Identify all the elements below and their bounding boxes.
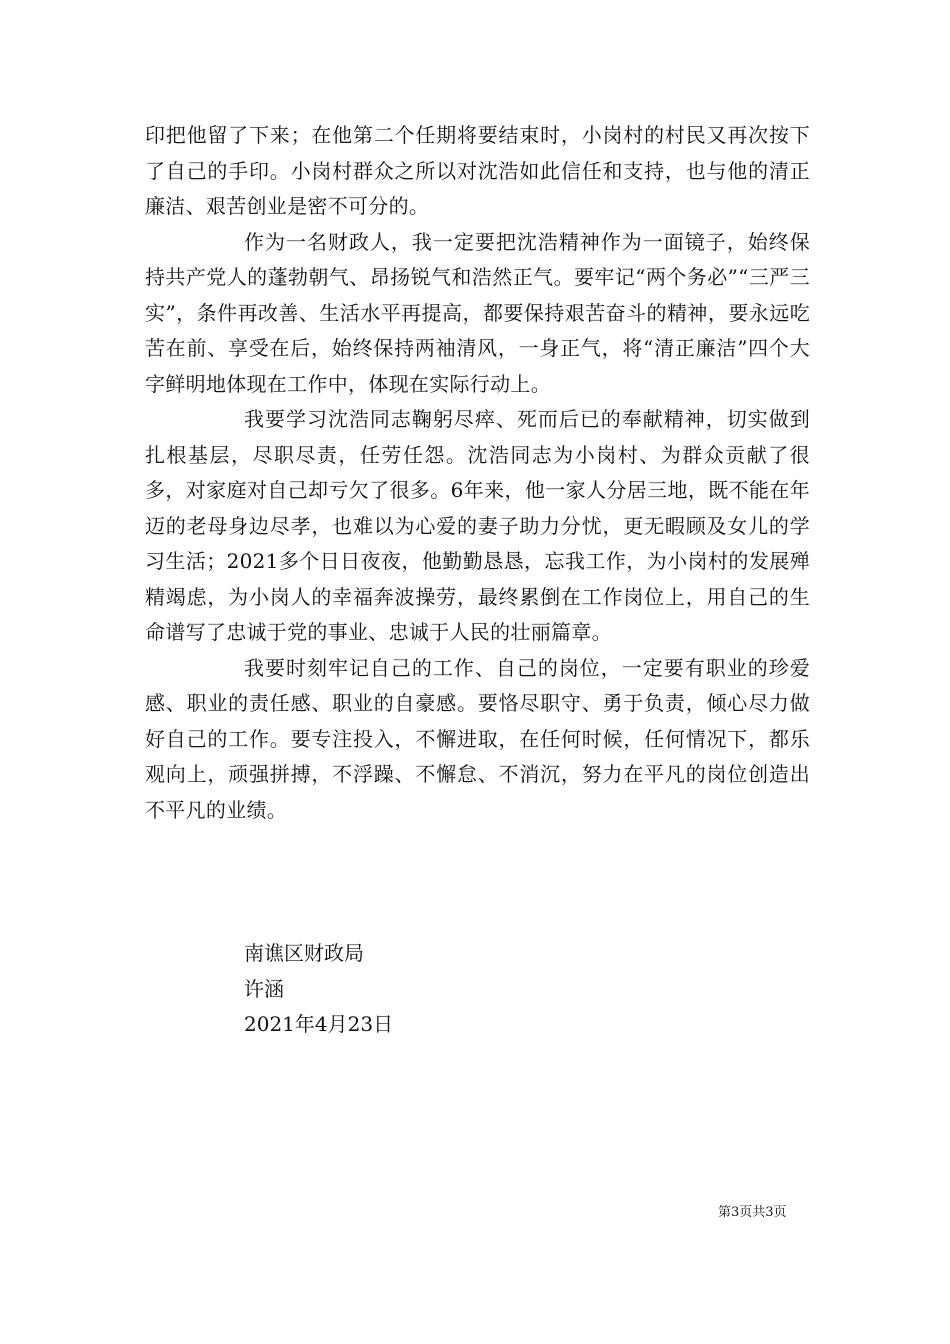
paragraph-3: 我要学习沈浩同志鞠躬尽瘁、死而后已的奉献精神，切实做到扎根基层，尽职尽责，任劳任怨。沈浩同志为小岗村、为群众贡献了很多，对家庭对自己却亏欠了很多。6年来，他一家人分居三地，既不能在年迈的老母身边尽孝，也难以为心爱的妻子助力分忧，更无暇顾及女儿的学习生活；2021多个日日夜夜，他勤勤恳恳，忘我工作，为小岗村的发展殚精竭虑，为小岗人的幸福奔波操劳，最终累倒在工作岗位上，用自己的生命谱写了忠诚于党的事业、忠诚于人民的壮丽篇章。 — [145, 407, 810, 644]
signature-author: 许涵 — [244, 976, 284, 1001]
signature-block — [244, 936, 393, 1043]
paragraph-4: 我要时刻牢记自己的工作、自己的岗位，一定要有职业的珍爱感、职业的责任感、职业的自豪感。要恪尽职守、勇于负责，倾心尽力做好自己的工作。要专注投入，不懈进取，在任何时候，任何情况下，都乐观向上，顽强拼搏，不浮躁、不懈怠、不消沉，努力在平凡的岗位创造出不平凡的业绩。 — [145, 655, 810, 822]
signature-date: 2021年4月23日 — [244, 1012, 394, 1036]
page-number-footer: 第3页共3页 — [718, 1205, 787, 1220]
paragraph-2: 作为一名财政人，我一定要把沈浩精神作为一面镜子，始终保持共产党人的蓬勃朝气、昂扬锐气和浩然正气。要牢记“两个务必”“三严三实”，条件再改善、生活水平再提高，都要保持艰苦奋斗的精神，要永远吃苦在前、享受在后，始终保持两袖清风，一身正气，将“清正廉洁”四个大字鲜明地体现在工作中，体现在实际行动上。 — [145, 229, 810, 396]
signature-organization: 南谯区财政局 — [244, 941, 364, 965]
document-body — [145, 118, 810, 828]
paragraph-1: 印把他留了下来；在他第二个任期将要结束时，小岗村的村民又再次按下了自己的手印。小岗村群众之所以对沈浩如此信任和支持，也与他的清正廉洁、艰苦创业是密不可分的。 — [145, 123, 810, 218]
